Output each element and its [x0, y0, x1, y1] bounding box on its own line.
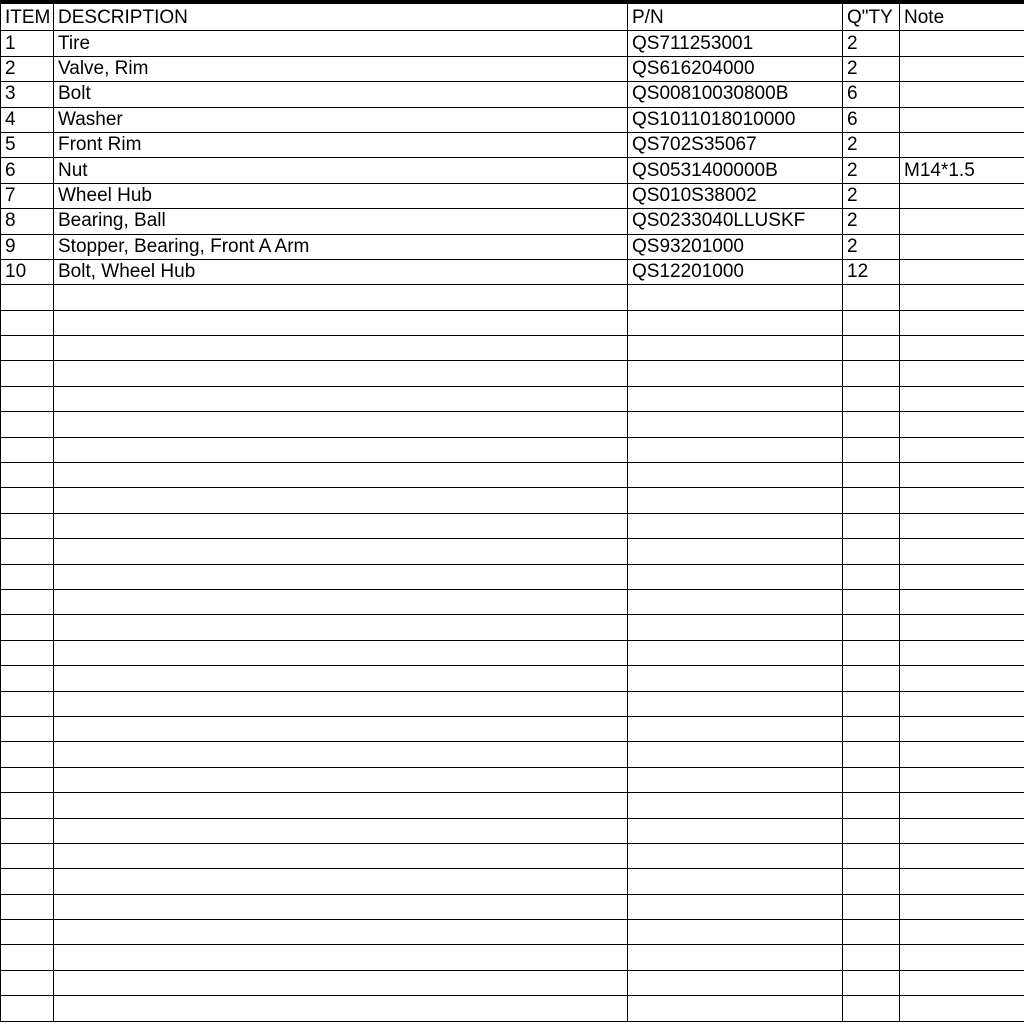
cell-description [54, 843, 628, 868]
cell-item: 3 [1, 82, 54, 107]
empty-table-row [1, 945, 1024, 970]
cell-item [1, 361, 54, 386]
cell-item: 1 [1, 31, 54, 56]
empty-table-row [1, 437, 1024, 462]
cell-note [900, 589, 1024, 614]
cell-item [1, 996, 54, 1021]
empty-table-row [1, 869, 1024, 894]
cell-part-number [628, 716, 843, 741]
empty-table-row [1, 310, 1024, 335]
cell-quantity: 2 [843, 31, 900, 56]
table-row [1, 56, 1024, 81]
cell-description [54, 285, 628, 310]
header-quantity: Q"TY [843, 4, 900, 31]
cell-description [54, 716, 628, 741]
cell-item: 6 [1, 158, 54, 183]
cell-item [1, 488, 54, 513]
cell-part-number [628, 386, 843, 411]
cell-note [900, 31, 1024, 56]
cell-note [900, 996, 1024, 1021]
cell-note [900, 132, 1024, 157]
cell-note: M14*1.5 [900, 158, 1024, 183]
empty-table-row [1, 793, 1024, 818]
header-item: ITEM [1, 4, 54, 31]
cell-note [900, 412, 1024, 437]
cell-part-number [628, 437, 843, 462]
cell-note [900, 463, 1024, 488]
cell-description [54, 970, 628, 995]
empty-table-row [1, 386, 1024, 411]
cell-description [54, 412, 628, 437]
cell-part-number: QS00810030800B [628, 82, 843, 107]
cell-item [1, 945, 54, 970]
cell-description [54, 513, 628, 538]
empty-table-row [1, 361, 1024, 386]
table-row [1, 259, 1024, 284]
cell-quantity: 2 [843, 234, 900, 259]
table-row [1, 234, 1024, 259]
cell-description [54, 386, 628, 411]
cell-part-number [628, 589, 843, 614]
cell-note [900, 539, 1024, 564]
cell-item [1, 767, 54, 792]
cell-item [1, 640, 54, 665]
empty-table-row [1, 640, 1024, 665]
cell-description: Nut [54, 158, 628, 183]
cell-description [54, 564, 628, 589]
cell-quantity: 2 [843, 132, 900, 157]
cell-note [900, 336, 1024, 361]
cell-part-number [628, 843, 843, 868]
cell-quantity [843, 564, 900, 589]
empty-table-row [1, 691, 1024, 716]
cell-quantity [843, 539, 900, 564]
cell-quantity: 2 [843, 209, 900, 234]
cell-quantity [843, 615, 900, 640]
cell-part-number: QS702S35067 [628, 132, 843, 157]
cell-note [900, 234, 1024, 259]
cell-quantity [843, 996, 900, 1021]
cell-part-number [628, 310, 843, 335]
cell-part-number [628, 564, 843, 589]
cell-note [900, 209, 1024, 234]
parts-list-body [1, 31, 1024, 1021]
cell-item [1, 843, 54, 868]
cell-part-number [628, 691, 843, 716]
cell-note [900, 691, 1024, 716]
cell-note [900, 843, 1024, 868]
cell-part-number: QS93201000 [628, 234, 843, 259]
cell-description [54, 310, 628, 335]
cell-quantity [843, 463, 900, 488]
cell-note [900, 285, 1024, 310]
cell-item [1, 869, 54, 894]
cell-description: Wheel Hub [54, 183, 628, 208]
cell-quantity [843, 970, 900, 995]
cell-quantity [843, 285, 900, 310]
cell-note [900, 82, 1024, 107]
cell-item [1, 920, 54, 945]
cell-description: Bolt [54, 82, 628, 107]
cell-note [900, 361, 1024, 386]
cell-part-number [628, 615, 843, 640]
cell-part-number [628, 920, 843, 945]
cell-description [54, 691, 628, 716]
cell-description [54, 463, 628, 488]
cell-note [900, 945, 1024, 970]
table-row [1, 31, 1024, 56]
cell-quantity [843, 310, 900, 335]
header-note: Note [900, 4, 1024, 31]
cell-description: Stopper, Bearing, Front A Arm [54, 234, 628, 259]
cell-note [900, 107, 1024, 132]
cell-quantity [843, 437, 900, 462]
cell-quantity [843, 920, 900, 945]
empty-table-row [1, 894, 1024, 919]
empty-table-row [1, 539, 1024, 564]
cell-part-number [628, 945, 843, 970]
cell-part-number: QS1011018010000 [628, 107, 843, 132]
cell-note [900, 310, 1024, 335]
cell-item: 8 [1, 209, 54, 234]
cell-item [1, 564, 54, 589]
empty-table-row [1, 920, 1024, 945]
cell-part-number [628, 412, 843, 437]
cell-note [900, 894, 1024, 919]
cell-description [54, 894, 628, 919]
cell-note [900, 183, 1024, 208]
empty-table-row [1, 513, 1024, 538]
cell-item: 5 [1, 132, 54, 157]
empty-table-row [1, 843, 1024, 868]
cell-item [1, 970, 54, 995]
empty-table-row [1, 336, 1024, 361]
cell-part-number: QS0531400000B [628, 158, 843, 183]
cell-part-number [628, 463, 843, 488]
cell-quantity [843, 945, 900, 970]
cell-description [54, 767, 628, 792]
cell-description [54, 488, 628, 513]
cell-description [54, 666, 628, 691]
cell-note [900, 564, 1024, 589]
cell-note [900, 56, 1024, 81]
empty-table-row [1, 716, 1024, 741]
cell-description [54, 437, 628, 462]
cell-quantity [843, 869, 900, 894]
cell-item [1, 437, 54, 462]
cell-quantity: 6 [843, 82, 900, 107]
cell-description [54, 793, 628, 818]
cell-quantity [843, 691, 900, 716]
empty-table-row [1, 564, 1024, 589]
cell-part-number [628, 869, 843, 894]
cell-quantity: 2 [843, 183, 900, 208]
cell-part-number [628, 640, 843, 665]
cell-description [54, 361, 628, 386]
cell-item: 7 [1, 183, 54, 208]
parts-list-table [0, 3, 1024, 1022]
table-row [1, 132, 1024, 157]
cell-part-number [628, 488, 843, 513]
cell-part-number [628, 285, 843, 310]
cell-item: 9 [1, 234, 54, 259]
cell-note [900, 818, 1024, 843]
cell-quantity: 12 [843, 259, 900, 284]
cell-item [1, 666, 54, 691]
cell-item: 4 [1, 107, 54, 132]
cell-description [54, 640, 628, 665]
cell-part-number [628, 361, 843, 386]
cell-item [1, 716, 54, 741]
cell-item: 2 [1, 56, 54, 81]
cell-description [54, 742, 628, 767]
cell-part-number: QS616204000 [628, 56, 843, 81]
cell-description: Washer [54, 107, 628, 132]
cell-item [1, 539, 54, 564]
cell-note [900, 488, 1024, 513]
empty-table-row [1, 666, 1024, 691]
cell-quantity [843, 640, 900, 665]
cell-quantity: 6 [843, 107, 900, 132]
table-row [1, 158, 1024, 183]
cell-item [1, 894, 54, 919]
table-row [1, 209, 1024, 234]
cell-description [54, 539, 628, 564]
cell-item [1, 386, 54, 411]
cell-note [900, 386, 1024, 411]
cell-quantity [843, 894, 900, 919]
cell-note [900, 793, 1024, 818]
cell-description [54, 869, 628, 894]
cell-note [900, 259, 1024, 284]
cell-note [900, 437, 1024, 462]
cell-part-number [628, 818, 843, 843]
cell-description [54, 818, 628, 843]
cell-description [54, 996, 628, 1021]
cell-part-number: QS010S38002 [628, 183, 843, 208]
cell-item [1, 463, 54, 488]
cell-quantity [843, 589, 900, 614]
cell-description [54, 336, 628, 361]
cell-part-number [628, 513, 843, 538]
cell-part-number [628, 970, 843, 995]
cell-description [54, 615, 628, 640]
empty-table-row [1, 285, 1024, 310]
cell-note [900, 920, 1024, 945]
cell-note [900, 666, 1024, 691]
cell-item [1, 691, 54, 716]
cell-part-number: QS0233040LLUSKF [628, 209, 843, 234]
cell-description: Valve, Rim [54, 56, 628, 81]
cell-quantity [843, 386, 900, 411]
cell-note [900, 615, 1024, 640]
cell-part-number [628, 793, 843, 818]
cell-part-number [628, 666, 843, 691]
cell-quantity [843, 716, 900, 741]
cell-part-number [628, 539, 843, 564]
cell-description [54, 920, 628, 945]
cell-item [1, 742, 54, 767]
empty-table-row [1, 615, 1024, 640]
empty-table-row [1, 970, 1024, 995]
table-row [1, 82, 1024, 107]
cell-quantity: 2 [843, 56, 900, 81]
cell-item [1, 310, 54, 335]
empty-table-row [1, 488, 1024, 513]
cell-part-number [628, 742, 843, 767]
cell-quantity [843, 666, 900, 691]
cell-part-number: QS711253001 [628, 31, 843, 56]
table-row [1, 183, 1024, 208]
table-row [1, 107, 1024, 132]
cell-quantity [843, 488, 900, 513]
cell-part-number [628, 336, 843, 361]
header-description: DESCRIPTION [54, 4, 628, 31]
cell-quantity [843, 843, 900, 868]
cell-item: 10 [1, 259, 54, 284]
cell-quantity [843, 336, 900, 361]
cell-note [900, 742, 1024, 767]
cell-note [900, 640, 1024, 665]
cell-description [54, 589, 628, 614]
cell-note [900, 869, 1024, 894]
cell-item [1, 589, 54, 614]
empty-table-row [1, 412, 1024, 437]
cell-part-number [628, 767, 843, 792]
cell-quantity [843, 412, 900, 437]
empty-table-row [1, 818, 1024, 843]
header-part-number: P/N [628, 4, 843, 31]
cell-note [900, 513, 1024, 538]
cell-note [900, 716, 1024, 741]
empty-table-row [1, 742, 1024, 767]
cell-item [1, 412, 54, 437]
cell-description: Bolt, Wheel Hub [54, 259, 628, 284]
cell-item [1, 615, 54, 640]
cell-quantity [843, 742, 900, 767]
cell-item [1, 336, 54, 361]
cell-note [900, 767, 1024, 792]
cell-part-number [628, 996, 843, 1021]
cell-item [1, 513, 54, 538]
cell-item [1, 793, 54, 818]
empty-table-row [1, 589, 1024, 614]
cell-note [900, 970, 1024, 995]
empty-table-row [1, 767, 1024, 792]
cell-part-number [628, 894, 843, 919]
cell-description: Front Rim [54, 132, 628, 157]
cell-part-number: QS12201000 [628, 259, 843, 284]
cell-item [1, 818, 54, 843]
cell-quantity [843, 513, 900, 538]
cell-quantity [843, 361, 900, 386]
cell-description [54, 945, 628, 970]
empty-table-row [1, 996, 1024, 1021]
cell-description: Bearing, Ball [54, 209, 628, 234]
cell-description: Tire [54, 31, 628, 56]
cell-quantity [843, 818, 900, 843]
table-header-row [1, 4, 1024, 31]
cell-quantity [843, 767, 900, 792]
empty-table-row [1, 463, 1024, 488]
cell-item [1, 285, 54, 310]
cell-quantity: 2 [843, 158, 900, 183]
cell-quantity [843, 793, 900, 818]
